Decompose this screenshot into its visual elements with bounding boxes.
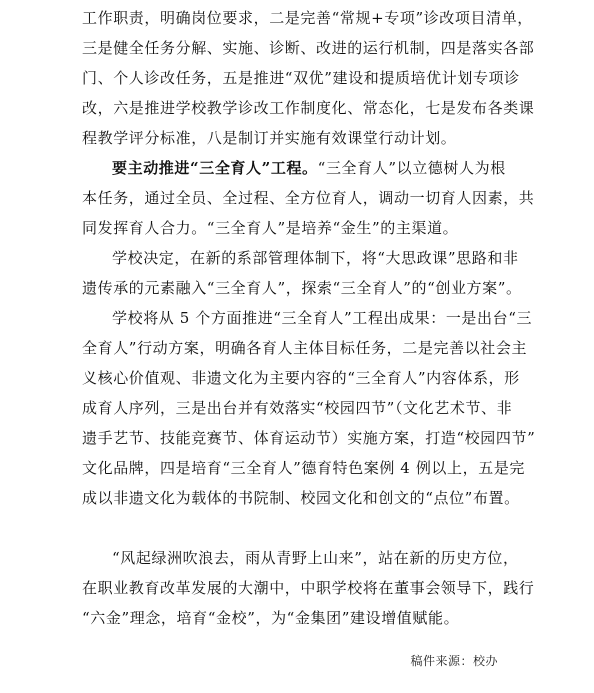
paragraph4-line-1: 学校将从 5 个方面推进“三全育人”工程出成果：一是出台“三: [112, 309, 533, 327]
paragraph1-line-1: 工作职责，明确岗位要求，二是完善“常规+专项”诊改项目清单，: [82, 9, 533, 27]
paragraph2-line1-rest: “三全育人”以立德树人为根: [317, 159, 506, 177]
paragraph4-line-3: 义核心价值观、非遗文化为主要内容的“三全育人”内容体系，形: [82, 369, 520, 387]
paragraph5-line-1: “风起绿洲吹浪去，雨从青野上山来”，站在新的历史方位，: [112, 549, 519, 567]
paragraph3-line-2: 遗传承的元素融入“三全育人”，探索“三全育人”的“创业方案”。: [82, 279, 522, 297]
paragraph3-line-1: 学校决定，在新的系部管理体制下，将“大思政课”思路和非: [112, 249, 519, 267]
paragraph1-line-2: 三是健全任务分解、实施、诊断、改进的运行机制，四是落实各部: [82, 39, 535, 57]
paragraph4-line-7: 成以非遗文化为载体的书院制、校园文化和创文的“点位”布置。: [82, 489, 520, 507]
paragraph5-line-2: 在职业教育改革发展的大潮中，中职学校将在董事会领导下，践行: [82, 579, 535, 597]
paragraph4-line-6: 文化品牌，四是培育“三全育人”德育特色案例 4 例以上，五是完: [82, 459, 526, 477]
paragraph4-line-5: 遗手艺节、技能竞赛节、体育运动节）实施方案，打造“校园四节”: [82, 429, 536, 447]
paragraph1-line-5: 程教学评分标准，八是制订并实施有效课堂行动计划。: [82, 129, 457, 147]
paragraph4-line-4: 成育人序列，三是出台并有效落实“校园四节”（文化艺术节、非: [82, 399, 513, 417]
paragraph2-line-1: [112, 158, 506, 178]
paragraph2-line-2: 本任务，通过全员、全过程、全方位育人，调动一切育人因素，共: [82, 189, 535, 207]
paragraph1-line-4: 改，六是推进学校教学诊改工作制度化、常态化，七是发布各类课: [82, 99, 535, 117]
paragraph1-line-3: 门、个人诊改任务，五是推进“双优”建设和提质培优计划专项诊: [82, 69, 520, 87]
source-attribution: 稿件来源：校办: [410, 654, 498, 668]
paragraph5-line-3: “六金”理念，培育“金校”，为“金集团”建设增值赋能。: [82, 609, 460, 627]
paragraph2-bold-lead: 要主动推进“三全育人”工程。: [112, 159, 318, 177]
paragraph2-line-3: 同发挥育人合力。“三全育人”是培养“金生”的主渠道。: [82, 219, 459, 237]
paragraph4-line-2: 全育人”行动方案，明确各育人主体目标任务，二是完善以社会主: [82, 339, 528, 357]
